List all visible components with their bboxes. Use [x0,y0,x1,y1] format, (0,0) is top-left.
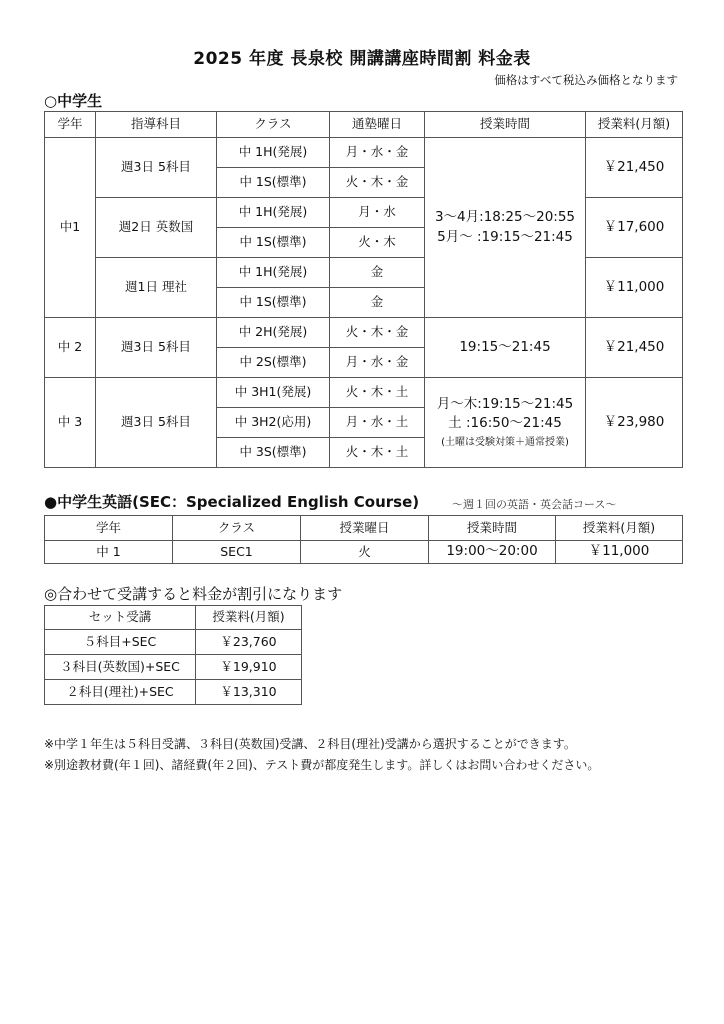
grade-cell: 中 3 [45,378,96,468]
grade-cell: 中1 [45,138,96,318]
class-cell: 中 1H(発展) [217,138,330,168]
col-header: クラス [217,112,330,138]
col-header: 学年 [45,112,96,138]
class-cell: 中 1S(標準) [217,228,330,258]
page-title: 2025 年度 長泉校 開講講座時間割 料金表 [193,49,531,69]
class-cell: SEC1 [173,541,301,564]
class-cell: 中 1H(発展) [217,198,330,228]
grade-cell: 中 1 [45,541,173,564]
table-header-row [45,606,302,630]
days-cell: 月・水 [330,198,425,228]
table-row [45,680,302,705]
time-cell: 19:15～21:45 [425,318,586,378]
subject-cell: 週3日 5科目 [96,318,217,378]
english-table [44,515,683,564]
fee-cell: ￥23,760 [196,630,302,655]
col-header: 授業曜日 [301,516,429,541]
days-cell: 金 [330,288,425,318]
table-header-row [45,112,683,138]
col-header: 指導科目 [96,112,217,138]
days-cell: 火・木 [330,228,425,258]
table-row [45,541,683,564]
junior-schedule-table [44,111,683,468]
days-cell: 月・水・金 [330,348,425,378]
tax-note: 価格はすべて税込み価格となります [494,73,678,87]
table-row [45,655,302,680]
time-line: 3～4月:18:25～20:55 [434,208,576,225]
set-cell: ５科目+SEC [45,630,196,655]
col-header: セット受講 [45,606,196,630]
subject-cell: 週1日 理社 [96,258,217,318]
class-cell: 中 2S(標準) [217,348,330,378]
table-row [45,198,683,228]
days-cell: 火・木・金 [330,168,425,198]
set-cell: ３科目(英数国)+SEC [45,655,196,680]
class-cell: 中 1H(発展) [217,258,330,288]
table-row [45,138,683,168]
subject-cell: 週3日 5科目 [96,378,217,468]
time-note: (土曜は受験対策＋通常授業) [441,436,569,448]
col-header: 授業料(月額) [196,606,302,630]
col-header: クラス [173,516,301,541]
days-cell: 月・水・金 [330,138,425,168]
days-cell: 火 [301,541,429,564]
col-header: 授業料(月額) [586,112,683,138]
time-cell [425,138,586,318]
discount-heading: ◎合わせて受講すると料金が割引になります [44,585,343,603]
table-header-row [45,516,683,541]
junior-heading: ○中学生 [44,92,103,110]
class-cell: 中 2H(発展) [217,318,330,348]
col-header: 授業時間 [429,516,556,541]
col-header: 授業時間 [425,112,586,138]
footnote: ※中学１年生は５科目受講、３科目(英数国)受講、２科目(理社)受講から選択することができます。 [44,737,576,751]
time-line: 土 :16:50～21:45 [448,415,562,432]
fee-cell: ￥21,450 [586,318,683,378]
fee-cell: ￥17,600 [586,198,683,258]
class-cell: 中 3S(標準) [217,438,330,468]
time-line: 5月～ :19:15～21:45 [437,228,573,245]
discount-table [44,605,302,705]
table-row [45,318,683,348]
time-line: 月～木:19:15～21:45 [436,395,574,412]
days-cell: 月・水・土 [330,408,425,438]
grade-cell: 中 2 [45,318,96,378]
days-cell: 火・木・土 [330,378,425,408]
days-cell: 火・木・金 [330,318,425,348]
fee-cell: ￥21,450 [586,138,683,198]
table-row [45,258,683,288]
subject-cell: 週3日 5科目 [96,138,217,198]
class-cell: 中 1S(標準) [217,288,330,318]
time-cell: 19:00～20:00 [429,541,556,564]
table-row [45,630,302,655]
time-cell [425,378,586,468]
col-header: 学年 [45,516,173,541]
fee-cell: ￥13,310 [196,680,302,705]
english-subnote: ～週１回の英語・英会話コース～ [452,498,617,511]
days-cell: 火・木・土 [330,438,425,468]
table-row [45,378,683,408]
footnote: ※別途教材費(年１回)、諸経費(年２回)、テスト費が都度発生します。詳しくはお問い合わせください。 [44,758,600,772]
fee-cell: ￥11,000 [586,258,683,318]
fee-cell: ￥23,980 [586,378,683,468]
col-header: 授業料(月額) [556,516,683,541]
fee-cell: ￥19,910 [196,655,302,680]
class-cell: 中 3H1(発展) [217,378,330,408]
subject-cell: 週2日 英数国 [96,198,217,258]
class-cell: 中 3H2(応用) [217,408,330,438]
fee-cell: ￥11,000 [556,541,683,564]
english-heading: ●中学生英語(SEC：Specialized English Course) [44,493,420,511]
days-cell: 金 [330,258,425,288]
set-cell: ２科目(理社)+SEC [45,680,196,705]
col-header: 通塾曜日 [330,112,425,138]
class-cell: 中 1S(標準) [217,168,330,198]
